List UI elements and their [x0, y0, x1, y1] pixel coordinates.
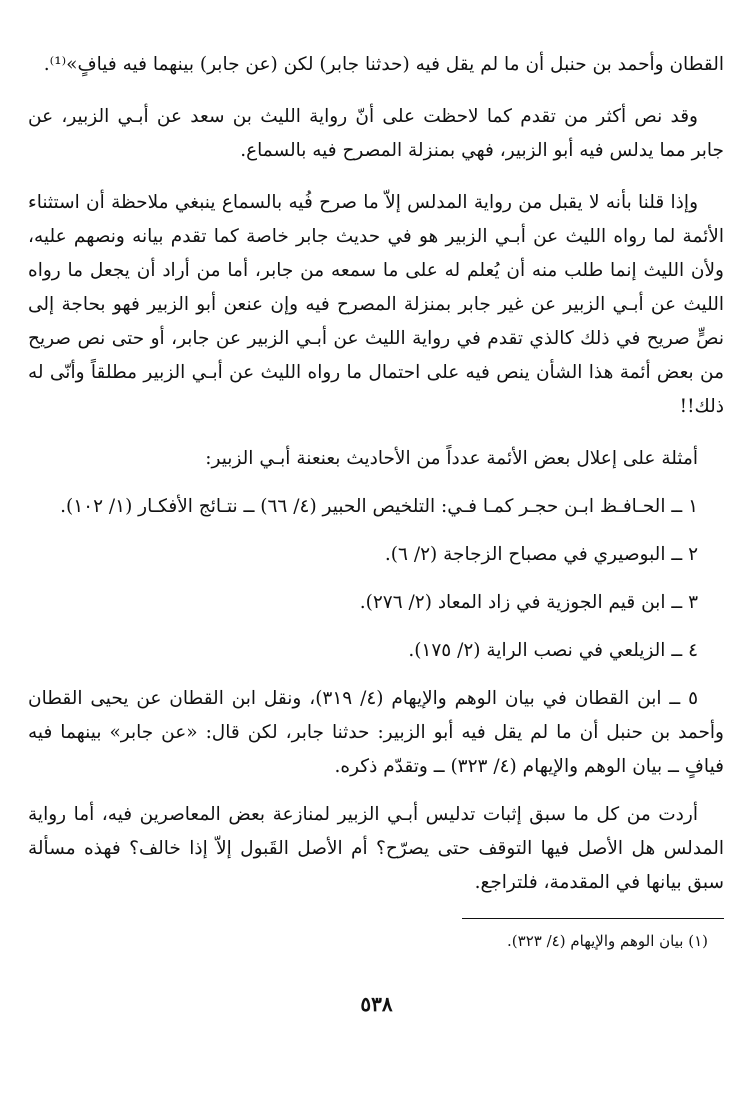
examples-heading: أمثلة على إعلال بعض الأئمة عدداً من الأحاديث بعنعنة أبـي الزبير:	[205, 448, 698, 469]
list-item: ١ ــ الحـافـظ ابـن حجـر كمـا فـي: التلخيص الحبير (٤/ ٦٦) ــ نتـائج الأفكـار (١/ ١٠٢).	[60, 496, 698, 517]
paragraph-continuation: القطان وأحمد بن حنبل أن ما لم يقل فيه (حدثنا جابر) لكن (عن جابر) بينهما فيه فيافٍ»⁽¹⁾.	[43, 54, 724, 75]
list-item: ٥ ــ ابن القطان في بيان الوهم والإيهام (٤/ ٣١٩)، ونقل ابن القطان عن يحيى القطان وأحمد بن حنبل أن ما لم يقل فيه أبو الزبير: حدثنا جابر، لكن قال: «عن جابر» بينهما فيه فيافٍ ــ بيان الوهم والإيهام (٤/ ٣٢٣) ــ وتقدّم ذكره.	[28, 688, 724, 777]
page-number: ٥٣٨	[360, 992, 393, 1016]
footnote-divider	[462, 918, 724, 919]
examples-list	[28, 490, 724, 784]
paragraph-mudallis-rule: وإذا قلنا بأنه لا يقبل من رواية المدلس إلاّ ما صرح فُيه بالسماع ينبغي ملاحظة أن استثناء الأئمة لما رواه الليث عن أبـي الزبير هو في حديث جابر خاصة كما تقدم بيانه ونصهم عليه، ولأن الليث إنما طلب منه أن يُعلم له على ما سمعه من جابر، أما من أراد أن يجعل ما رواه الليث عن أبـي الزبير عن غير جابر بمنزلة المصرح فيه وإن عنعن أبو الزبير فهو بحاجة إلى نصٍّ صريح في ذلك كالذي تقدم في رواية الليث عن أبـي الزبير عن جابر، أو حتى نص صريح من بعض أئمة هذا الشأن ينص فيه على احتمال ما رواه الليث عن أبـي الزبير مطلقاً وأنّى له ذلك!!	[28, 192, 724, 417]
paragraph-layth-narration: وقد نص أكثر من تقدم كما لاحظت على أنّ رواية الليث بن سعد عن أبـي الزبير، عن جابر مما يدلس فيه أبو الزبير، فهي بمنزلة المصرح فيه بالسماع.	[28, 106, 724, 161]
list-item: ٣ ــ ابن قيم الجوزية في زاد المعاد (٢/ ٢٧٦).	[359, 592, 698, 613]
footnote: (١) بيان الوهم والإيهام (٤/ ٣٢٣).	[507, 932, 708, 950]
page-body	[28, 48, 724, 1088]
paragraph-closing: أردت من كل ما سبق إثبات تدليس أبـي الزبير لمنازعة بعض المعاصرين فيه، أما رواية المدلس هل الأصل فيها التوقف حتى يصرّح؟ أم الأصل القَبول إلاّ إذا خالف؟ فهذه مسألة سبق بيانها في المقدمة، فلتراجع.	[28, 804, 724, 893]
list-item: ٢ ــ البوصيري في مصباح الزجاجة (٢/ ٦).	[384, 544, 698, 565]
list-item: ٤ ــ الزيلعي في نصب الراية (٢/ ١٧٥).	[408, 640, 698, 661]
